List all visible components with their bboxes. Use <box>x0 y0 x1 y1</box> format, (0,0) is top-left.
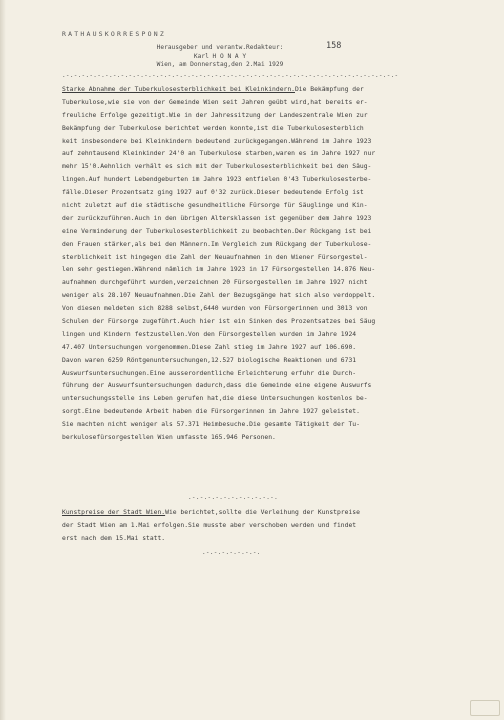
article-line: untersuchungsstelle ins Leben gerufen hat,die diese Untersuchungen kostenlos be- <box>62 395 368 403</box>
date-line: Wien, am Donnerstag,den 2.Mai 1929 <box>156 61 284 68</box>
article-line: Bekämpfung der Tuberkulose berichtet werden konnte,ist die Tuberkulosesterblich <box>62 124 364 132</box>
article-line: mehr 15'0.Aehnlich verhält es sich mit der Tuberkulosesterblichkeit bei den Säug- <box>62 163 372 171</box>
article-title: Starke Abnahme der Tuberkulosesterblichkeit bei Kleinkindern. <box>62 86 295 93</box>
article-line: aufnahmen durchgeführt wurden,verzeichnen 20 Fürsorgestellen im Jahre 1927 nicht <box>62 279 368 287</box>
separator-top: .-.-.-.-.-.-.-.-.-.-.-.-.-.-.-.-.-.-.-.-.-.-.-.-.-.-.-.-.-.-.-.-.-.-.-.-.-.-.-.-.-.-.- <box>62 72 399 79</box>
article-line: lingen.Auf hundert Lebendgeburten im Jahre 1923 entfielen 0'43 Tuberkulosesterbe- <box>62 176 372 184</box>
publisher-block <box>130 44 310 70</box>
article-line: Wie berichtet,sollte die Verleihung der Kunstpreise <box>165 509 360 516</box>
article-first-line <box>62 507 442 520</box>
article-line: fälle.Dieser Prozentsatz ging 1927 auf 0'32 zurück.Dieser bedeutende Erfolg ist <box>62 189 364 197</box>
article-line: berkulosefürsorgestellen Wien umfasste 165.946 Personen. <box>62 434 276 442</box>
editor-name: Karl H O N A Y <box>193 52 247 60</box>
article-line: den Frauen stärker,als bei den Männern.Im Vergleich zum Rückgang der Tuberkulose- <box>62 240 372 248</box>
separator-end: .-.-.-.-.-.-.-. <box>202 549 261 556</box>
publisher-line: Herausgeber und verantw.Redakteur: <box>156 44 284 51</box>
archive-stamp <box>470 700 500 716</box>
article-line: freuliche Erfolge gezeitigt.Wie in der Jahressitzung der Landeszentrale Wien zur <box>62 111 368 119</box>
article-line: Auswurfsuntersuchungen.Eine ausserordentliche Erleichterung erfuhr die Durch- <box>62 369 357 377</box>
article-line: sterblichkeit ist hingegen die Zahl der Neuaufnahmen in den Wiener Fürsorgestel- <box>62 253 368 261</box>
article-line: nicht zuletzt auf die städtische gesundheitliche Fürsorge für Säuglinge und Kin- <box>62 202 368 210</box>
article-line: 47.407 Untersuchungen vorgenommen.Diese Zahl stieg im Jahre 1927 auf 106.690. <box>62 343 357 351</box>
article-art-prizes <box>62 507 442 546</box>
masthead: RATHAUSKORRESPONZ <box>62 30 166 38</box>
article-line: Schulen der Fürsorge zugeführt.Auch hier ist ein Sinken des Prozentsatzes bei Säug <box>62 318 376 326</box>
article-line: der zurückzuführen.Auch in den übrigen Altersklassen ist gegenüber dem Jahre 1923 <box>62 214 372 222</box>
article-line: Davon waren 6259 Röntgenuntersuchungen,12.527 biologische Reaktionen und 6731 <box>62 356 357 364</box>
page-edge-shadow <box>0 0 6 720</box>
article-line: len sehr gestiegen.Während nämlich im Jahre 1923 in 17 Fürsorgestellen 14.876 Neu- <box>62 266 376 274</box>
separator-middle: .-.-.-.-.-.-.-.-.-.-.-. <box>188 494 278 501</box>
article-line: lingen und Kindern festzustellen.Von den Fürsorgestellen wurden im Jahre 1924 <box>62 330 357 338</box>
article-line: eine Verminderung der Tuberkulosesterblichkeit zu beobachten.Der Rückgang ist bei <box>62 227 372 235</box>
article-line: erst nach dem 15.Mai statt. <box>62 534 166 542</box>
article-title: Kunstpreise der Stadt Wien. <box>62 509 166 516</box>
article-tuberculosis <box>62 84 442 445</box>
article-line: keit insbesondere bei Kleinkindern bedeutend zurückgegangen.Während im Jahre 1923 <box>62 137 372 145</box>
article-line: Von diesen meldeten sich 8288 selbst,6440 wurden von Fürsorgerinnen und 3013 von <box>62 305 368 313</box>
article-first-line <box>62 84 442 97</box>
article-line: führung der Auswurfsuntersuchungen dadurch,dass die Gemeinde eine eigene Auswurfs <box>62 382 372 390</box>
article-line: Tuberkulose,wie sie von der Gemeinde Wien seit Jahren geübt wird,hat bereits er- <box>62 98 368 106</box>
page-number: 158 <box>326 41 342 51</box>
article-line: sorgt.Eine bedeutende Arbeit haben die Fürsorgerinnen im Jahre 1927 geleistet. <box>62 408 360 416</box>
article-line: Die Bekämpfung der <box>294 86 364 93</box>
article-line: der Stadt Wien am 1.Mai erfolgen.Sie musste aber verschoben werden und findet <box>62 521 357 529</box>
article-line: auf zehntausend Kleinkinder 24'0 an Tuberkulose starben,waren es im Jahre 1927 nur <box>62 150 376 158</box>
article-line: weniger als 28.107 Neuaufnahmen.Die Zahl der Bezugsgänge hat sich also verdoppelt. <box>62 292 376 300</box>
article-line: Sie machten nicht weniger als 57.371 Heimbesuche.Die gesamte Tätigkeit der Tu- <box>62 421 360 429</box>
